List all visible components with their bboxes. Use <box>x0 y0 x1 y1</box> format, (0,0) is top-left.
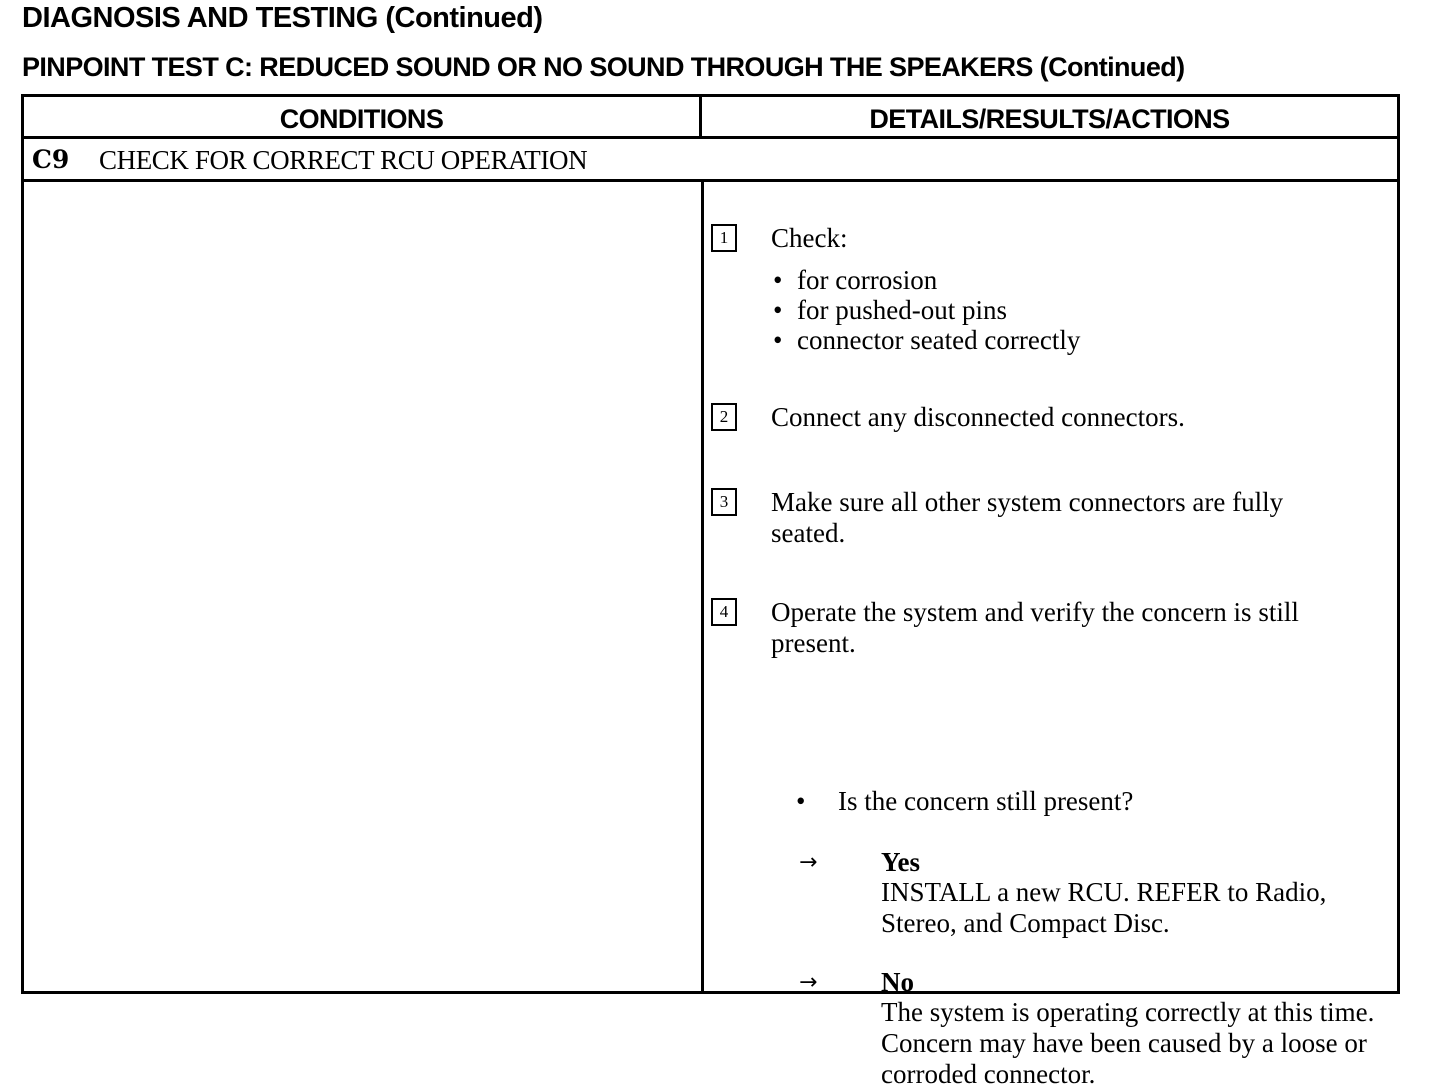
step-number-box: 2 <box>711 403 737 431</box>
details-header: DETAILS/RESULTS/ACTIONS <box>869 104 1230 134</box>
list-item: • connector seated correctly <box>773 325 1081 355</box>
step-number-box: 1 <box>711 224 737 252</box>
step-code: C9 <box>32 145 70 174</box>
action-text: Check: <box>771 223 848 253</box>
action-text: Make sure all other system connectors are fully seated. <box>771 487 1284 548</box>
step-number-box: 4 <box>711 598 737 626</box>
list-item: • for corrosion <box>773 265 938 295</box>
test-subheading: PINPOINT TEST C: REDUCED SOUND OR NO SOUND THROUGH THE SPEAKERS (Continued) <box>22 52 1185 82</box>
action-text: Operate the system and verify the concern is still present. <box>771 597 1299 658</box>
check-list <box>771 265 1080 355</box>
page-heading: DIAGNOSIS AND TESTING (Continued) <box>22 2 543 34</box>
column-divider <box>701 182 704 994</box>
step-number-box: 3 <box>711 488 737 516</box>
answer-text: The system is operating correctly at this time. Concern may have been caused by a loose or corroded connector. <box>881 997 1375 1089</box>
action-text: Connect any disconnected connectors. <box>771 402 1185 432</box>
details-column: 1 Check: • for corrosion • for pushed-out pins • connector seated correctly 2 Connect any disconnected connectors. 3 Make sure all other system connectors are fully seated. 4 Operate the system and verify the concern is still present. • Is the concern still present? → Yes INSTALL a new RCU. REFER to Radio, Stereo, and Compact Disc. → No The system is operating correctly at this time. Concern may have been caused by a loose or corroded connector. <box>706 182 1396 992</box>
answer-label: Yes <box>881 847 920 877</box>
answer-text: INSTALL a new RCU. REFER to Radio, Stereo, and Compact Disc. <box>881 877 1327 938</box>
table-header-row <box>24 97 1397 139</box>
step-title: CHECK FOR CORRECT RCU OPERATION <box>99 145 588 175</box>
list-item: • for pushed-out pins <box>773 295 1007 325</box>
arrow-right-icon: → <box>799 970 818 995</box>
answer-label: No <box>881 967 914 997</box>
step-title-row <box>24 139 1397 182</box>
conditions-header: CONDITIONS <box>279 104 444 134</box>
arrow-right-icon: → <box>799 850 818 875</box>
question-text: Is the concern still present? <box>838 786 1134 816</box>
pinpoint-test-table <box>21 94 1400 1089</box>
